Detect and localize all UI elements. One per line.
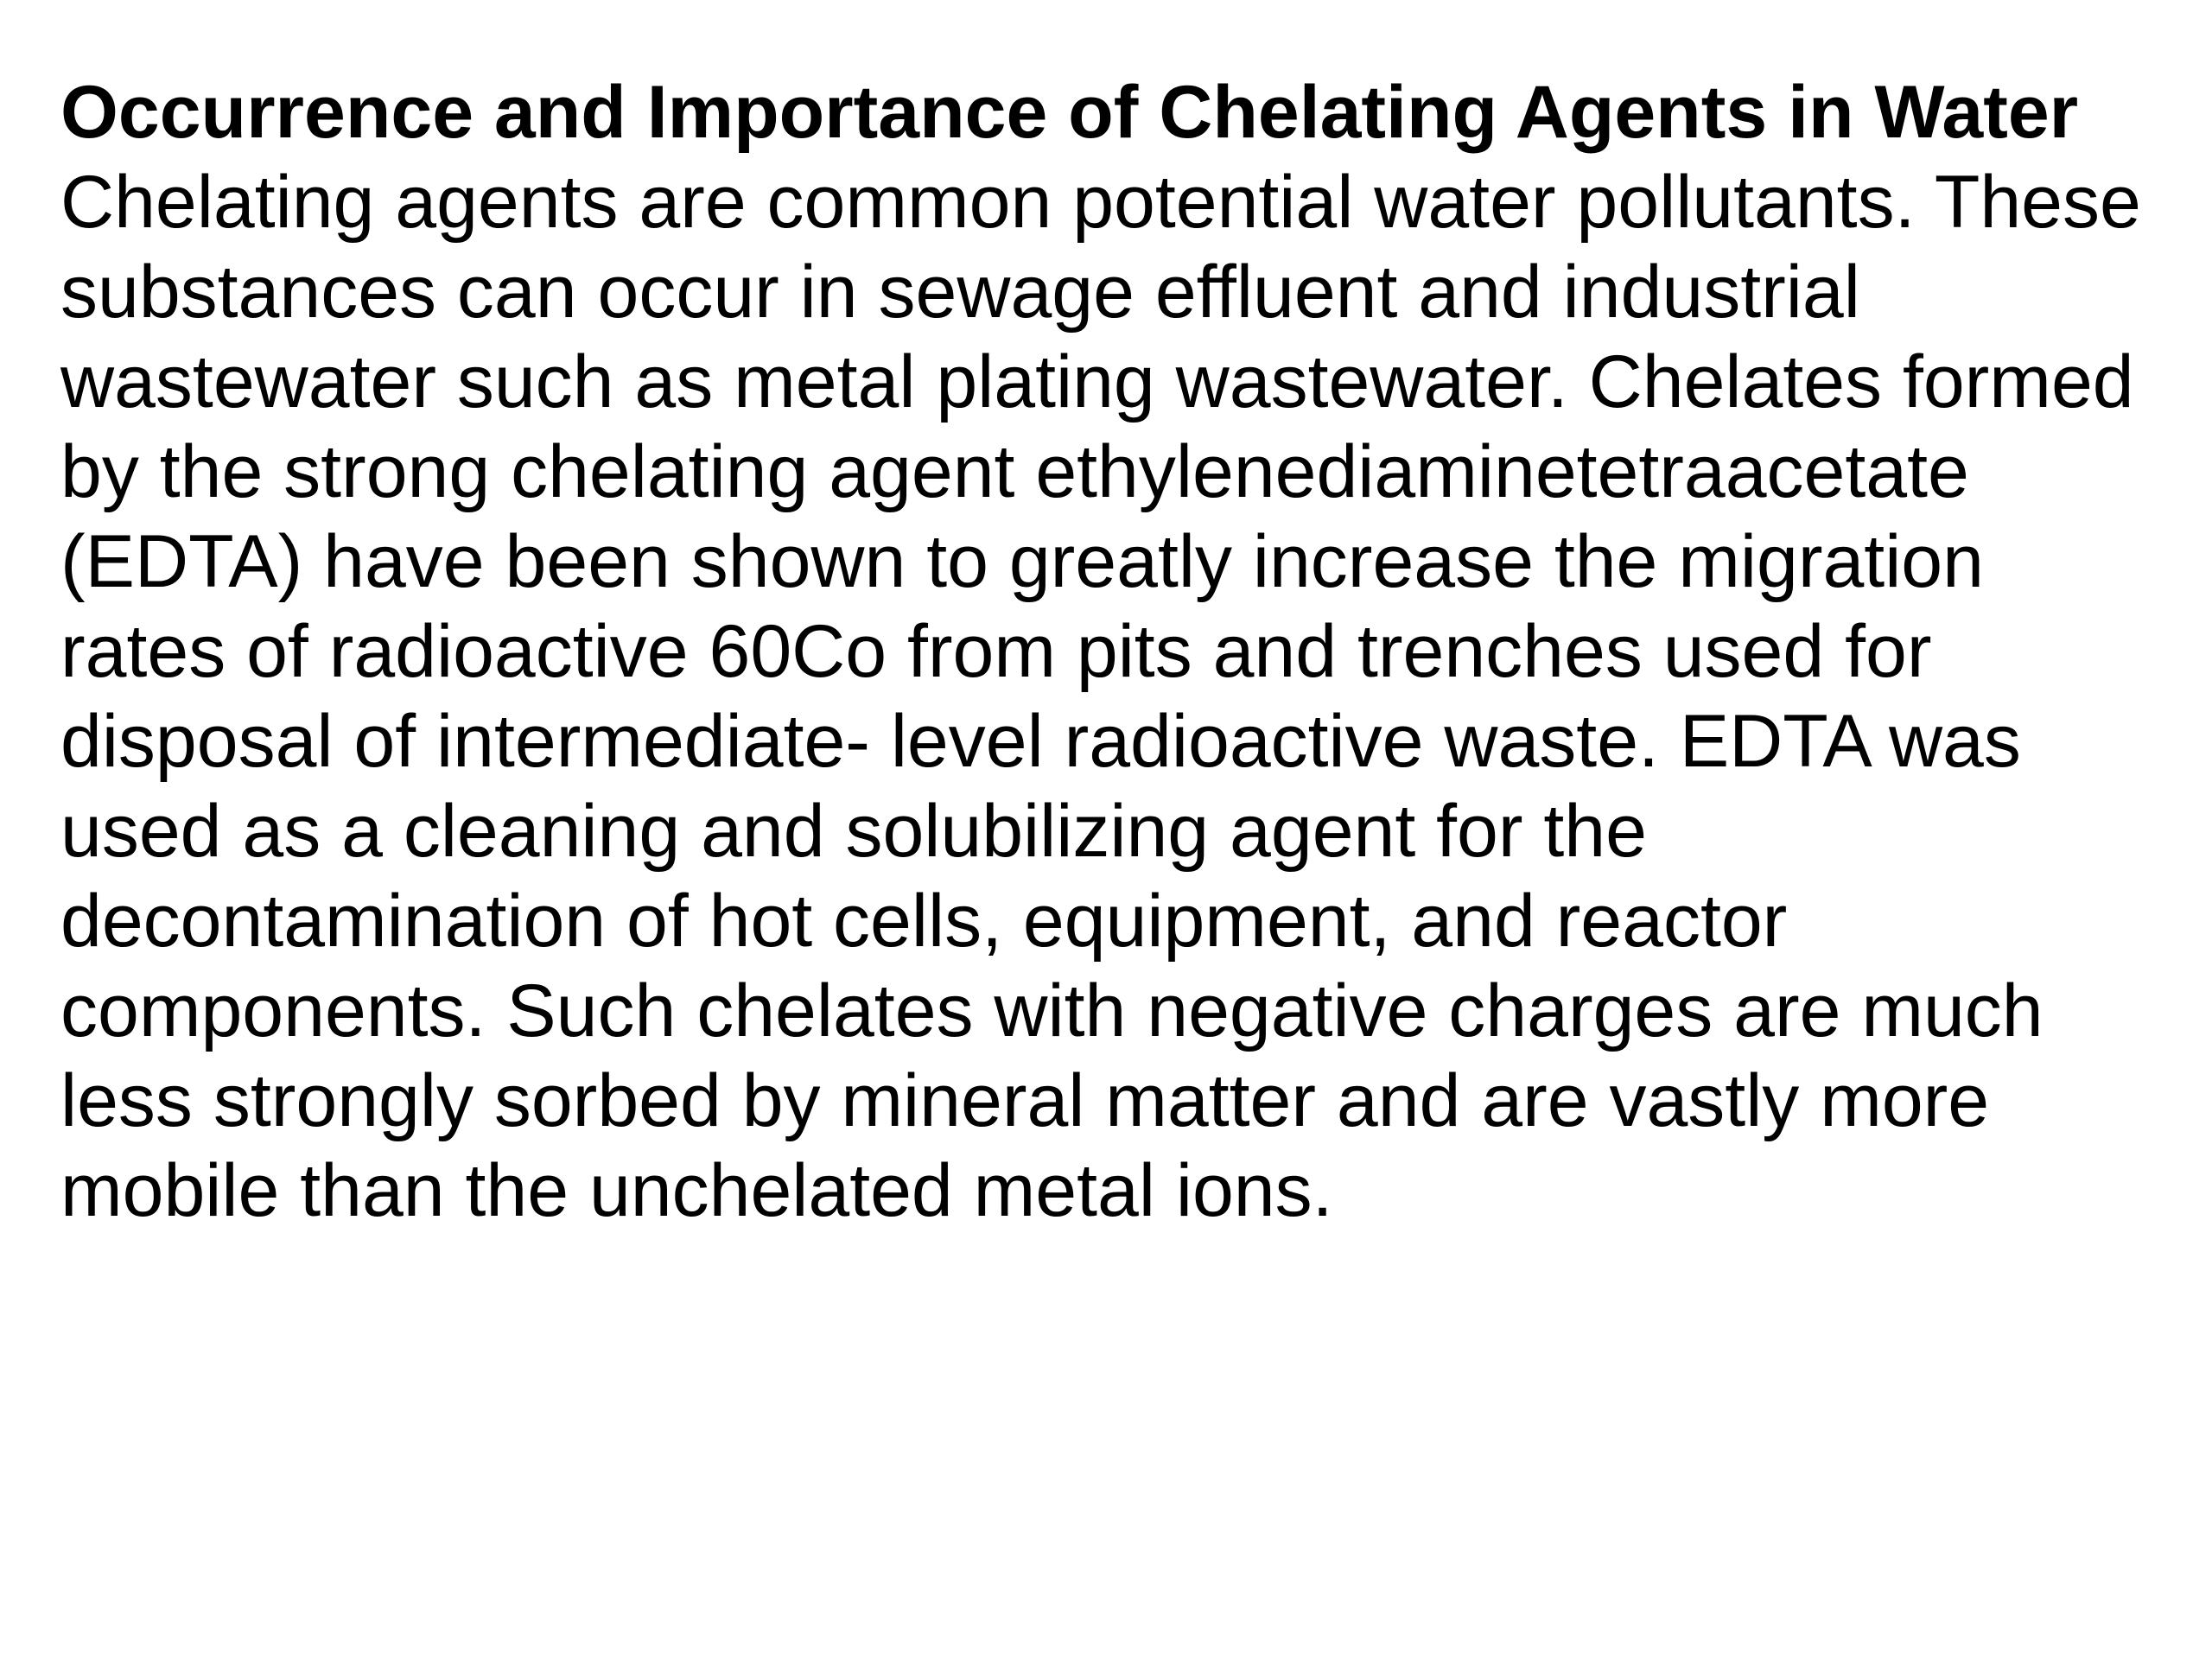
slide-text-block [60,67,2169,1236]
body-line: used as a cleaning and solubilizing agent for the [60,790,1647,873]
body-line: wastewater such as metal plating wastewater. Chelates formed [60,340,2134,423]
body-line: by the strong chelating agent ethylenediaminetetraacetate [60,430,1969,513]
slide-title: Occurrence and Importance of Chelating Agents in Water [60,71,2079,154]
body-line: less strongly sorbed by mineral matter and are vastly more [60,1059,1990,1142]
body-line: Chelating agents are common potential water pollutants. These [60,161,2141,244]
body-line: (EDTA) have been shown to greatly increase the migration [60,520,1984,603]
body-line: disposal of intermediate- level radioactive waste. EDTA was [60,700,2021,783]
body-line: mobile than the unchelated metal ions. [60,1149,1333,1232]
body-line: components. Such chelates with negative charges are much [60,969,2044,1052]
body-line: rates of radioactive 60Co from pits and trenches used for [60,610,1932,693]
body-line: substances can occur in sewage effluent and industrial [60,251,1860,334]
body-line: decontamination of hot cells, equipment, and reactor [60,880,1788,963]
